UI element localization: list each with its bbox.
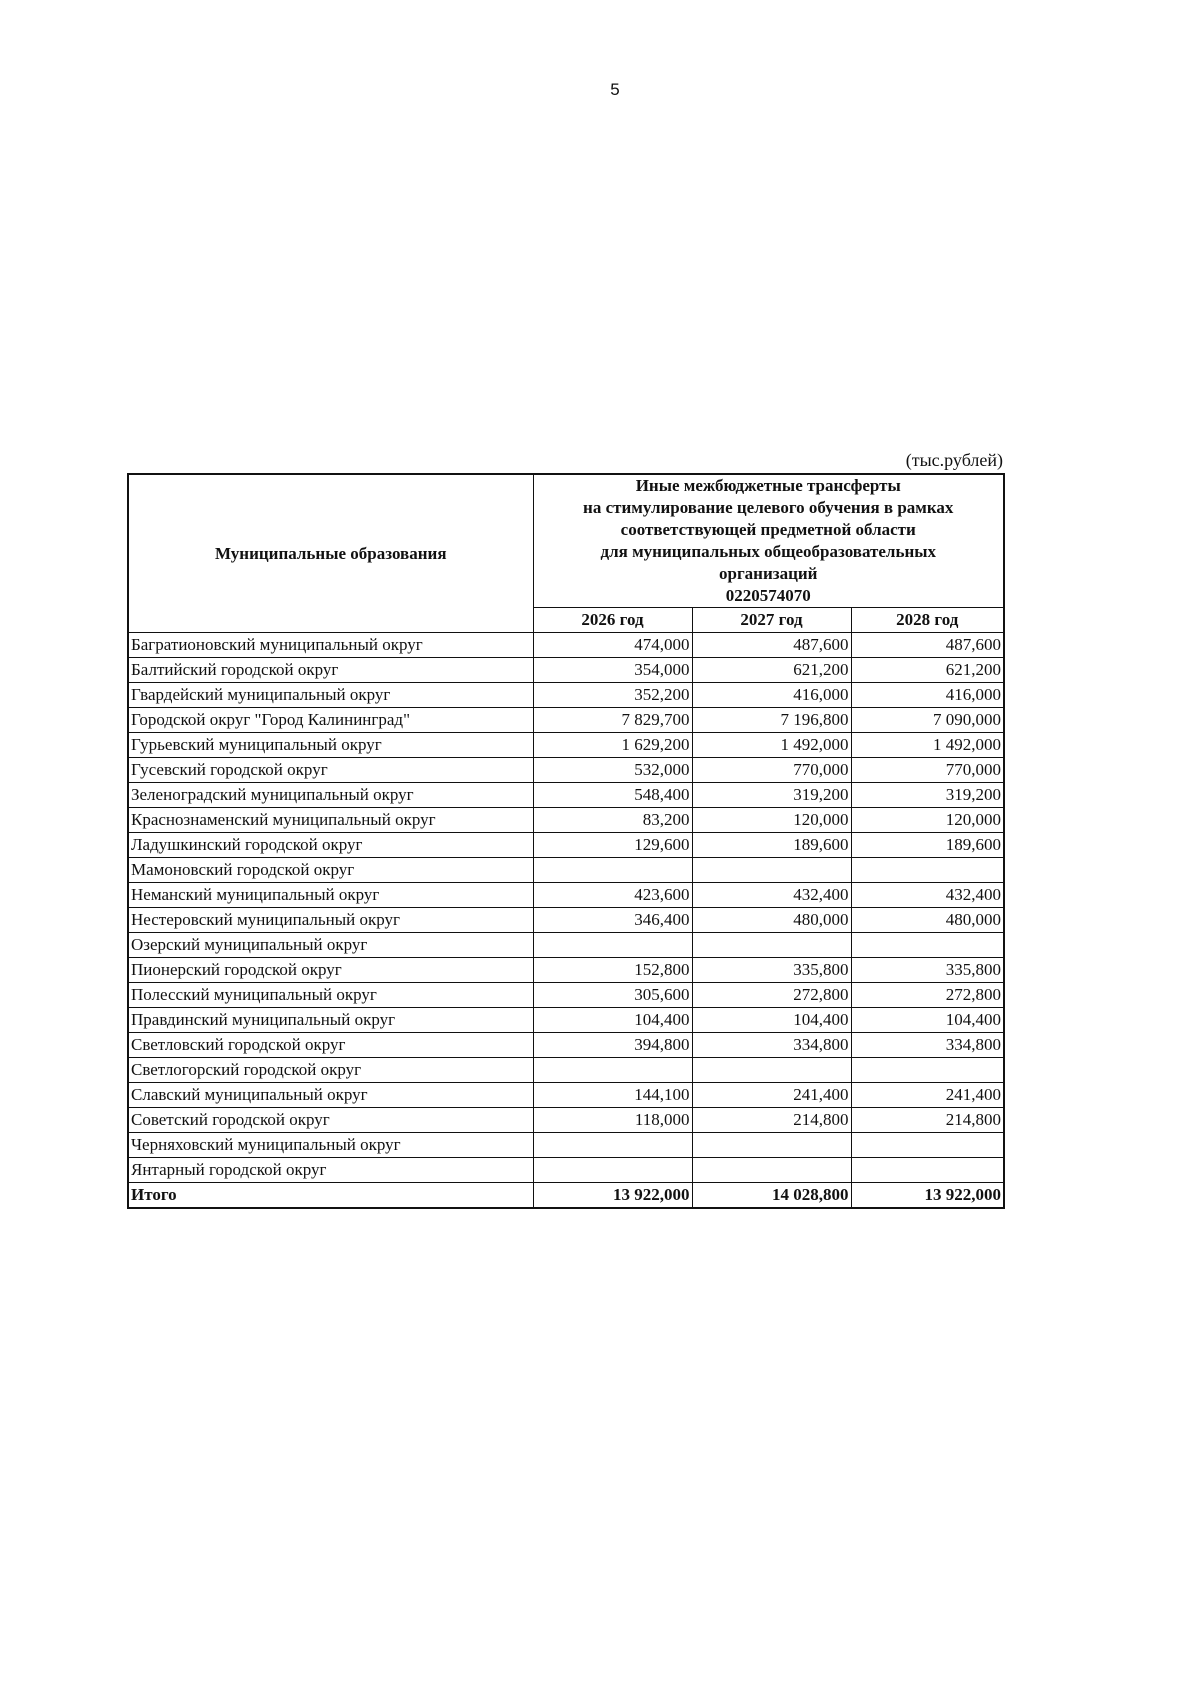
value-2028: 214,800 — [851, 1108, 1004, 1133]
value-2026: 144,100 — [533, 1083, 692, 1108]
value-2026: 152,800 — [533, 958, 692, 983]
municipality-name: Неманский муниципальный округ — [128, 883, 533, 908]
municipality-name: Зеленоградский муниципальный округ — [128, 783, 533, 808]
header-transfer-line: для муниципальных общеобразовательных — [600, 542, 937, 561]
value-2028: 487,600 — [851, 633, 1004, 658]
header-transfer-description — [533, 474, 1004, 608]
municipality-name: Гвардейский муниципальный округ — [128, 683, 533, 708]
table-row — [128, 858, 1004, 883]
value-2028: 189,600 — [851, 833, 1004, 858]
value-2026: 7 829,700 — [533, 708, 692, 733]
table-row — [128, 1133, 1004, 1158]
table-row — [128, 708, 1004, 733]
table-body — [128, 633, 1004, 1209]
value-2026: 129,600 — [533, 833, 692, 858]
municipality-name: Светлогорский городской округ — [128, 1058, 533, 1083]
value-2028: 272,800 — [851, 983, 1004, 1008]
municipality-name: Багратионовский муниципальный округ — [128, 633, 533, 658]
value-2026: 532,000 — [533, 758, 692, 783]
table-row — [128, 733, 1004, 758]
value-2027: 104,400 — [692, 1008, 851, 1033]
value-2028: 480,000 — [851, 908, 1004, 933]
value-2028: 120,000 — [851, 808, 1004, 833]
table-row — [128, 883, 1004, 908]
value-2027: 214,800 — [692, 1108, 851, 1133]
table-row — [128, 808, 1004, 833]
table-row — [128, 1033, 1004, 1058]
value-2026: 118,000 — [533, 1108, 692, 1133]
value-2026: 346,400 — [533, 908, 692, 933]
value-2028: 334,800 — [851, 1033, 1004, 1058]
header-transfer-line: Иные межбюджетные трансферты — [635, 476, 901, 495]
header-transfer-line: на стимулирование целевого обучения в рамках — [583, 498, 954, 517]
value-2027: 189,600 — [692, 833, 851, 858]
table-row — [128, 958, 1004, 983]
header-transfer-line: организаций — [719, 564, 818, 583]
municipality-name: Полесский муниципальный округ — [128, 983, 533, 1008]
value-2027: 334,800 — [692, 1033, 851, 1058]
municipality-name: Славский муниципальный округ — [128, 1083, 533, 1108]
municipality-name: Городской округ "Город Калининград" — [128, 708, 533, 733]
page-number: 5 — [610, 80, 620, 99]
total-label: Итого — [128, 1183, 533, 1209]
value-2027: 480,000 — [692, 908, 851, 933]
table-row — [128, 633, 1004, 658]
total-value-2026: 13 922,000 — [533, 1183, 692, 1209]
municipality-name: Мамоновский городской округ — [128, 858, 533, 883]
header-year-2026: 2026 год — [533, 608, 692, 633]
table-row — [128, 933, 1004, 958]
table-row — [128, 833, 1004, 858]
header-year-2028: 2028 год — [851, 608, 1004, 633]
table-row — [128, 908, 1004, 933]
value-2027: 432,400 — [692, 883, 851, 908]
value-2026: 354,000 — [533, 658, 692, 683]
value-2026: 394,800 — [533, 1033, 692, 1058]
municipality-name: Правдинский муниципальный округ — [128, 1008, 533, 1033]
value-2026: 474,000 — [533, 633, 692, 658]
value-2027: 241,400 — [692, 1083, 851, 1108]
value-2028 — [851, 1158, 1004, 1183]
value-2027: 120,000 — [692, 808, 851, 833]
value-2027 — [692, 933, 851, 958]
value-2026: 352,200 — [533, 683, 692, 708]
municipality-name: Гурьевский муниципальный округ — [128, 733, 533, 758]
header-transfer-line: соответствующей предметной области — [620, 520, 916, 539]
total-value-2027: 14 028,800 — [692, 1183, 851, 1209]
value-2028: 432,400 — [851, 883, 1004, 908]
value-2026 — [533, 1133, 692, 1158]
value-2026 — [533, 1158, 692, 1183]
municipality-name: Ладушкинский городской округ — [128, 833, 533, 858]
value-2026: 83,200 — [533, 808, 692, 833]
value-2028: 319,200 — [851, 783, 1004, 808]
value-2027: 7 196,800 — [692, 708, 851, 733]
value-2028: 770,000 — [851, 758, 1004, 783]
table-row — [128, 783, 1004, 808]
value-2028 — [851, 1133, 1004, 1158]
table-row — [128, 983, 1004, 1008]
value-2026: 305,600 — [533, 983, 692, 1008]
table-row — [128, 1008, 1004, 1033]
municipality-name: Советский городской округ — [128, 1108, 533, 1133]
municipality-name: Светловский городской округ — [128, 1033, 533, 1058]
value-2026: 548,400 — [533, 783, 692, 808]
municipality-name: Краснознаменский муниципальный округ — [128, 808, 533, 833]
table-row — [128, 683, 1004, 708]
units-label: (тыс.рублей) — [905, 450, 1003, 470]
value-2026: 423,600 — [533, 883, 692, 908]
municipality-name: Пионерский городской округ — [128, 958, 533, 983]
value-2026 — [533, 1058, 692, 1083]
table-row — [128, 758, 1004, 783]
value-2026: 1 629,200 — [533, 733, 692, 758]
header-transfer-code: 0220574070 — [725, 586, 811, 605]
municipality-name: Балтийский городской округ — [128, 658, 533, 683]
value-2027: 416,000 — [692, 683, 851, 708]
table-row — [128, 658, 1004, 683]
value-2026 — [533, 933, 692, 958]
value-2027 — [692, 1158, 851, 1183]
value-2028 — [851, 933, 1004, 958]
header-year-2027: 2027 год — [692, 608, 851, 633]
value-2027 — [692, 1133, 851, 1158]
value-2027: 1 492,000 — [692, 733, 851, 758]
table-row — [128, 1058, 1004, 1083]
municipality-name: Черняховский муниципальный округ — [128, 1133, 533, 1158]
table-row — [128, 1158, 1004, 1183]
value-2027: 770,000 — [692, 758, 851, 783]
value-2027 — [692, 858, 851, 883]
value-2027: 335,800 — [692, 958, 851, 983]
value-2027: 487,600 — [692, 633, 851, 658]
value-2028: 104,400 — [851, 1008, 1004, 1033]
value-2028: 416,000 — [851, 683, 1004, 708]
value-2028 — [851, 1058, 1004, 1083]
header-municipality: Муниципальные образования — [128, 474, 533, 633]
municipality-name: Озерский муниципальный округ — [128, 933, 533, 958]
municipality-name: Нестеровский муниципальный округ — [128, 908, 533, 933]
value-2027: 621,200 — [692, 658, 851, 683]
value-2027: 272,800 — [692, 983, 851, 1008]
value-2028 — [851, 858, 1004, 883]
transfers-table — [127, 473, 1005, 1209]
table-row — [128, 1108, 1004, 1133]
value-2028: 241,400 — [851, 1083, 1004, 1108]
value-2027: 319,200 — [692, 783, 851, 808]
value-2026 — [533, 858, 692, 883]
total-value-2028: 13 922,000 — [851, 1183, 1004, 1209]
value-2028: 1 492,000 — [851, 733, 1004, 758]
value-2028: 7 090,000 — [851, 708, 1004, 733]
value-2028: 621,200 — [851, 658, 1004, 683]
value-2028: 335,800 — [851, 958, 1004, 983]
value-2026: 104,400 — [533, 1008, 692, 1033]
value-2027 — [692, 1058, 851, 1083]
municipality-name: Янтарный городской округ — [128, 1158, 533, 1183]
table-row — [128, 1083, 1004, 1108]
municipality-name: Гусевский городской округ — [128, 758, 533, 783]
total-row — [128, 1183, 1004, 1209]
